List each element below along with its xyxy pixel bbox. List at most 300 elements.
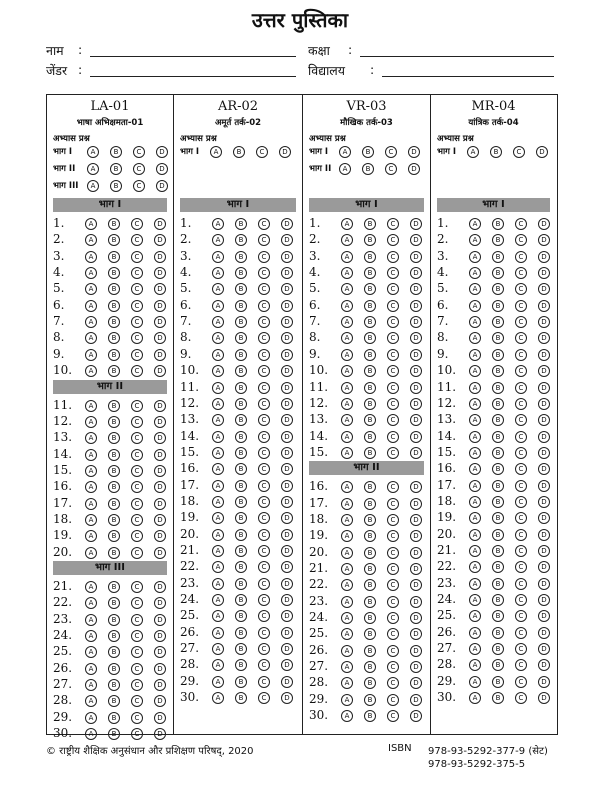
option-bubble[interactable]: B [364, 645, 376, 657]
option-bubble[interactable]: D [154, 597, 166, 609]
option-bubble[interactable]: B [108, 614, 120, 626]
option-bubble[interactable]: A [469, 659, 481, 671]
option-bubble[interactable]: C [258, 267, 270, 279]
option-bubble[interactable]: D [281, 692, 293, 704]
option-bubble[interactable]: A [469, 545, 481, 557]
option-bubble[interactable]: C [515, 627, 527, 639]
option-bubble[interactable]: A [87, 180, 99, 192]
option-bubble[interactable]: A [469, 463, 481, 475]
option-bubble[interactable]: D [410, 579, 422, 591]
option-bubble[interactable]: A [469, 382, 481, 394]
option-bubble[interactable]: B [108, 400, 120, 412]
option-bubble[interactable]: D [154, 581, 166, 593]
option-bubble[interactable]: A [341, 332, 353, 344]
option-bubble[interactable]: B [364, 267, 376, 279]
option-bubble[interactable]: D [154, 728, 166, 740]
option-bubble[interactable]: A [341, 677, 353, 689]
option-bubble[interactable]: B [235, 480, 247, 492]
option-bubble[interactable]: A [85, 218, 97, 230]
option-bubble[interactable]: B [364, 431, 376, 443]
option-bubble[interactable]: D [281, 234, 293, 246]
option-bubble[interactable]: D [154, 614, 166, 626]
option-bubble[interactable]: D [410, 234, 422, 246]
option-bubble[interactable]: C [131, 332, 143, 344]
option-bubble[interactable]: A [469, 447, 481, 459]
option-bubble[interactable]: B [235, 463, 247, 475]
option-bubble[interactable]: A [341, 251, 353, 263]
option-bubble[interactable]: B [492, 512, 504, 524]
option-bubble[interactable]: B [108, 597, 120, 609]
option-bubble[interactable]: A [85, 251, 97, 263]
option-bubble[interactable]: A [85, 465, 97, 477]
option-bubble[interactable]: C [131, 449, 143, 461]
option-bubble[interactable]: A [341, 628, 353, 640]
option-bubble[interactable]: A [212, 398, 224, 410]
option-bubble[interactable]: A [212, 218, 224, 230]
option-bubble[interactable]: A [341, 710, 353, 722]
option-bubble[interactable]: B [492, 251, 504, 263]
option-bubble[interactable]: A [341, 694, 353, 706]
option-bubble[interactable]: A [341, 563, 353, 575]
option-bubble[interactable]: A [212, 643, 224, 655]
option-bubble[interactable]: C [515, 251, 527, 263]
option-bubble[interactable]: D [410, 447, 422, 459]
option-bubble[interactable]: A [85, 234, 97, 246]
option-bubble[interactable]: C [258, 692, 270, 704]
option-bubble[interactable]: A [341, 514, 353, 526]
option-bubble[interactable]: B [235, 643, 247, 655]
option-bubble[interactable]: A [85, 300, 97, 312]
option-bubble[interactable]: D [410, 530, 422, 542]
class-field[interactable] [308, 42, 554, 60]
option-bubble[interactable]: A [341, 316, 353, 328]
option-bubble[interactable]: A [341, 431, 353, 443]
option-bubble[interactable]: B [235, 218, 247, 230]
option-bubble[interactable]: A [341, 234, 353, 246]
option-bubble[interactable]: B [108, 630, 120, 642]
option-bubble[interactable]: C [258, 398, 270, 410]
option-bubble[interactable]: A [85, 597, 97, 609]
option-bubble[interactable]: D [410, 349, 422, 361]
option-bubble[interactable]: A [341, 218, 353, 230]
option-bubble[interactable]: D [410, 694, 422, 706]
option-bubble[interactable]: D [410, 332, 422, 344]
option-bubble[interactable]: D [154, 332, 166, 344]
option-bubble[interactable]: A [341, 349, 353, 361]
option-bubble[interactable]: A [85, 432, 97, 444]
option-bubble[interactable]: B [108, 695, 120, 707]
option-bubble[interactable]: D [156, 163, 168, 175]
option-bubble[interactable]: B [235, 529, 247, 541]
option-bubble[interactable]: C [258, 300, 270, 312]
option-bubble[interactable]: A [341, 481, 353, 493]
option-bubble[interactable]: B [492, 316, 504, 328]
option-bubble[interactable]: D [538, 659, 550, 671]
option-bubble[interactable]: C [387, 661, 399, 673]
option-bubble[interactable]: B [108, 432, 120, 444]
option-bubble[interactable]: A [212, 480, 224, 492]
option-bubble[interactable]: B [492, 365, 504, 377]
option-bubble[interactable]: C [387, 414, 399, 426]
option-bubble[interactable]: D [410, 628, 422, 640]
option-bubble[interactable]: C [258, 431, 270, 443]
option-bubble[interactable]: C [387, 579, 399, 591]
option-bubble[interactable]: A [341, 579, 353, 591]
option-bubble[interactable]: C [387, 447, 399, 459]
option-bubble[interactable]: D [154, 481, 166, 493]
option-bubble[interactable]: A [469, 283, 481, 295]
option-bubble[interactable]: D [281, 218, 293, 230]
option-bubble[interactable]: D [154, 695, 166, 707]
option-bubble[interactable]: C [131, 663, 143, 675]
option-bubble[interactable]: D [538, 447, 550, 459]
gender-line[interactable] [90, 76, 296, 77]
option-bubble[interactable]: B [108, 300, 120, 312]
option-bubble[interactable]: A [212, 431, 224, 443]
option-bubble[interactable]: C [515, 283, 527, 295]
option-bubble[interactable]: B [235, 594, 247, 606]
option-bubble[interactable]: D [154, 267, 166, 279]
option-bubble[interactable]: C [131, 597, 143, 609]
option-bubble[interactable]: D [154, 251, 166, 263]
option-bubble[interactable]: B [492, 594, 504, 606]
option-bubble[interactable]: A [87, 146, 99, 158]
option-bubble[interactable]: D [538, 578, 550, 590]
option-bubble[interactable]: D [154, 416, 166, 428]
option-bubble[interactable]: A [212, 349, 224, 361]
option-bubble[interactable]: A [341, 300, 353, 312]
option-bubble[interactable]: D [538, 692, 550, 704]
option-bubble[interactable]: A [341, 612, 353, 624]
option-bubble[interactable]: B [108, 530, 120, 542]
option-bubble[interactable]: C [258, 447, 270, 459]
option-bubble[interactable]: D [281, 349, 293, 361]
option-bubble[interactable]: D [281, 627, 293, 639]
option-bubble[interactable]: D [410, 661, 422, 673]
option-bubble[interactable]: D [410, 710, 422, 722]
option-bubble[interactable]: A [85, 514, 97, 526]
option-bubble[interactable]: C [515, 561, 527, 573]
option-bubble[interactable]: C [515, 578, 527, 590]
option-bubble[interactable]: C [515, 512, 527, 524]
option-bubble[interactable]: B [108, 251, 120, 263]
option-bubble[interactable]: B [108, 234, 120, 246]
option-bubble[interactable]: C [131, 481, 143, 493]
option-bubble[interactable]: C [515, 218, 527, 230]
option-bubble[interactable]: D [410, 382, 422, 394]
option-bubble[interactable]: B [235, 398, 247, 410]
option-bubble[interactable]: A [212, 512, 224, 524]
option-bubble[interactable]: B [235, 627, 247, 639]
option-bubble[interactable]: A [212, 300, 224, 312]
option-bubble[interactable]: D [410, 547, 422, 559]
option-bubble[interactable]: B [110, 180, 122, 192]
option-bubble[interactable]: B [364, 514, 376, 526]
option-bubble[interactable]: A [469, 267, 481, 279]
option-bubble[interactable]: A [85, 349, 97, 361]
option-bubble[interactable]: B [108, 349, 120, 361]
option-bubble[interactable]: D [154, 465, 166, 477]
option-bubble[interactable]: D [538, 283, 550, 295]
option-bubble[interactable]: B [108, 547, 120, 559]
option-bubble[interactable]: D [156, 146, 168, 158]
option-bubble[interactable]: B [364, 447, 376, 459]
option-bubble[interactable]: D [281, 463, 293, 475]
option-bubble[interactable]: D [410, 251, 422, 263]
option-bubble[interactable]: A [341, 645, 353, 657]
option-bubble[interactable]: B [364, 677, 376, 689]
option-bubble[interactable]: B [110, 163, 122, 175]
option-bubble[interactable]: C [387, 267, 399, 279]
option-bubble[interactable]: B [364, 612, 376, 624]
option-bubble[interactable]: C [385, 146, 397, 158]
option-bubble[interactable]: B [235, 496, 247, 508]
option-bubble[interactable]: C [515, 496, 527, 508]
option-bubble[interactable]: B [492, 398, 504, 410]
option-bubble[interactable]: C [131, 432, 143, 444]
option-bubble[interactable]: D [410, 283, 422, 295]
option-bubble[interactable]: C [258, 218, 270, 230]
option-bubble[interactable]: D [154, 400, 166, 412]
option-bubble[interactable]: D [154, 432, 166, 444]
option-bubble[interactable]: B [108, 267, 120, 279]
option-bubble[interactable]: B [108, 646, 120, 658]
option-bubble[interactable]: A [341, 283, 353, 295]
option-bubble[interactable]: A [85, 547, 97, 559]
option-bubble[interactable]: D [281, 365, 293, 377]
option-bubble[interactable]: B [492, 382, 504, 394]
option-bubble[interactable]: D [538, 398, 550, 410]
option-bubble[interactable]: A [467, 146, 479, 158]
option-bubble[interactable]: A [85, 728, 97, 740]
option-bubble[interactable]: B [364, 498, 376, 510]
option-bubble[interactable]: A [469, 300, 481, 312]
option-bubble[interactable]: D [154, 514, 166, 526]
option-bubble[interactable]: B [364, 332, 376, 344]
option-bubble[interactable]: A [341, 596, 353, 608]
option-bubble[interactable]: D [538, 512, 550, 524]
option-bubble[interactable]: C [387, 628, 399, 640]
option-bubble[interactable]: D [410, 365, 422, 377]
option-bubble[interactable]: C [387, 365, 399, 377]
option-bubble[interactable]: C [258, 561, 270, 573]
option-bubble[interactable]: D [281, 545, 293, 557]
option-bubble[interactable]: A [469, 561, 481, 573]
option-bubble[interactable]: D [281, 610, 293, 622]
option-bubble[interactable]: B [235, 545, 247, 557]
option-bubble[interactable]: C [387, 694, 399, 706]
option-bubble[interactable]: B [492, 332, 504, 344]
option-bubble[interactable]: D [410, 563, 422, 575]
option-bubble[interactable]: D [156, 180, 168, 192]
option-bubble[interactable]: C [258, 349, 270, 361]
option-bubble[interactable]: C [258, 316, 270, 328]
option-bubble[interactable]: C [258, 283, 270, 295]
option-bubble[interactable]: C [515, 267, 527, 279]
option-bubble[interactable]: C [387, 677, 399, 689]
option-bubble[interactable]: B [364, 694, 376, 706]
option-bubble[interactable]: B [108, 416, 120, 428]
option-bubble[interactable]: B [492, 627, 504, 639]
option-bubble[interactable]: B [108, 728, 120, 740]
option-bubble[interactable]: A [212, 561, 224, 573]
option-bubble[interactable]: B [364, 234, 376, 246]
option-bubble[interactable]: C [515, 349, 527, 361]
option-bubble[interactable]: C [258, 578, 270, 590]
option-bubble[interactable]: B [492, 692, 504, 704]
option-bubble[interactable]: C [387, 251, 399, 263]
option-bubble[interactable]: B [364, 530, 376, 542]
option-bubble[interactable]: B [108, 465, 120, 477]
option-bubble[interactable]: C [387, 332, 399, 344]
option-bubble[interactable]: C [515, 316, 527, 328]
option-bubble[interactable]: A [469, 676, 481, 688]
option-bubble[interactable]: B [235, 316, 247, 328]
option-bubble[interactable]: D [281, 676, 293, 688]
option-bubble[interactable]: C [515, 431, 527, 443]
option-bubble[interactable]: A [212, 545, 224, 557]
option-bubble[interactable]: D [281, 431, 293, 443]
option-bubble[interactable]: C [258, 480, 270, 492]
option-bubble[interactable]: B [364, 349, 376, 361]
option-bubble[interactable]: B [108, 498, 120, 510]
option-bubble[interactable]: B [492, 529, 504, 541]
option-bubble[interactable]: A [210, 146, 222, 158]
option-bubble[interactable]: C [515, 676, 527, 688]
option-bubble[interactable]: D [279, 146, 291, 158]
option-bubble[interactable]: B [364, 398, 376, 410]
option-bubble[interactable]: A [85, 365, 97, 377]
option-bubble[interactable]: C [515, 659, 527, 671]
option-bubble[interactable]: D [281, 398, 293, 410]
option-bubble[interactable]: A [85, 316, 97, 328]
option-bubble[interactable]: D [410, 218, 422, 230]
option-bubble[interactable]: D [536, 146, 548, 158]
option-bubble[interactable]: B [235, 300, 247, 312]
option-bubble[interactable]: B [235, 283, 247, 295]
option-bubble[interactable]: D [410, 431, 422, 443]
option-bubble[interactable]: B [110, 146, 122, 158]
option-bubble[interactable]: B [235, 251, 247, 263]
option-bubble[interactable]: A [469, 398, 481, 410]
option-bubble[interactable]: D [538, 332, 550, 344]
option-bubble[interactable]: A [212, 610, 224, 622]
option-bubble[interactable]: B [492, 643, 504, 655]
option-bubble[interactable]: A [85, 332, 97, 344]
option-bubble[interactable]: A [469, 349, 481, 361]
option-bubble[interactable]: C [515, 332, 527, 344]
option-bubble[interactable]: C [387, 218, 399, 230]
option-bubble[interactable]: C [258, 659, 270, 671]
option-bubble[interactable]: D [154, 679, 166, 691]
option-bubble[interactable]: A [469, 414, 481, 426]
option-bubble[interactable]: A [85, 663, 97, 675]
option-bubble[interactable]: D [154, 300, 166, 312]
option-bubble[interactable]: C [387, 234, 399, 246]
option-bubble[interactable]: D [154, 712, 166, 724]
option-bubble[interactable]: C [387, 645, 399, 657]
option-bubble[interactable]: A [469, 480, 481, 492]
option-bubble[interactable]: A [85, 283, 97, 295]
option-bubble[interactable]: A [85, 481, 97, 493]
option-bubble[interactable]: A [469, 627, 481, 639]
option-bubble[interactable]: D [538, 643, 550, 655]
option-bubble[interactable]: D [408, 163, 420, 175]
option-bubble[interactable]: A [85, 267, 97, 279]
option-bubble[interactable]: D [281, 643, 293, 655]
option-bubble[interactable]: C [131, 728, 143, 740]
option-bubble[interactable]: A [341, 498, 353, 510]
option-bubble[interactable]: A [212, 283, 224, 295]
option-bubble[interactable]: D [281, 283, 293, 295]
option-bubble[interactable]: C [515, 594, 527, 606]
option-bubble[interactable]: A [85, 679, 97, 691]
option-bubble[interactable]: C [258, 545, 270, 557]
option-bubble[interactable]: A [341, 530, 353, 542]
option-bubble[interactable]: B [364, 547, 376, 559]
option-bubble[interactable]: B [492, 218, 504, 230]
option-bubble[interactable]: C [131, 267, 143, 279]
option-bubble[interactable]: D [154, 630, 166, 642]
option-bubble[interactable]: A [339, 146, 351, 158]
option-bubble[interactable]: B [364, 414, 376, 426]
option-bubble[interactable]: A [469, 365, 481, 377]
option-bubble[interactable]: D [538, 627, 550, 639]
option-bubble[interactable]: C [258, 512, 270, 524]
option-bubble[interactable]: C [131, 365, 143, 377]
option-bubble[interactable]: B [362, 163, 374, 175]
option-bubble[interactable]: C [515, 398, 527, 410]
option-bubble[interactable]: A [341, 267, 353, 279]
option-bubble[interactable]: D [538, 561, 550, 573]
option-bubble[interactable]: B [492, 676, 504, 688]
option-bubble[interactable]: C [387, 398, 399, 410]
option-bubble[interactable]: A [212, 578, 224, 590]
option-bubble[interactable]: C [515, 545, 527, 557]
option-bubble[interactable]: C [387, 431, 399, 443]
option-bubble[interactable]: B [235, 578, 247, 590]
option-bubble[interactable]: C [131, 498, 143, 510]
option-bubble[interactable]: A [469, 496, 481, 508]
option-bubble[interactable]: A [469, 251, 481, 263]
option-bubble[interactable]: B [108, 712, 120, 724]
option-bubble[interactable]: C [131, 581, 143, 593]
option-bubble[interactable]: C [258, 529, 270, 541]
option-bubble[interactable]: B [235, 365, 247, 377]
option-bubble[interactable]: D [281, 659, 293, 671]
school-field[interactable] [308, 62, 554, 80]
option-bubble[interactable]: C [258, 365, 270, 377]
option-bubble[interactable]: C [131, 349, 143, 361]
option-bubble[interactable]: A [469, 692, 481, 704]
option-bubble[interactable]: C [387, 498, 399, 510]
option-bubble[interactable]: B [492, 283, 504, 295]
option-bubble[interactable]: C [131, 695, 143, 707]
option-bubble[interactable]: D [281, 496, 293, 508]
option-bubble[interactable]: B [364, 661, 376, 673]
option-bubble[interactable]: C [387, 300, 399, 312]
option-bubble[interactable]: B [362, 146, 374, 158]
option-bubble[interactable]: A [212, 382, 224, 394]
option-bubble[interactable]: B [364, 316, 376, 328]
option-bubble[interactable]: D [538, 414, 550, 426]
option-bubble[interactable]: D [538, 267, 550, 279]
option-bubble[interactable]: C [258, 463, 270, 475]
option-bubble[interactable]: A [85, 712, 97, 724]
option-bubble[interactable]: C [258, 414, 270, 426]
option-bubble[interactable]: C [131, 630, 143, 642]
option-bubble[interactable]: A [469, 218, 481, 230]
